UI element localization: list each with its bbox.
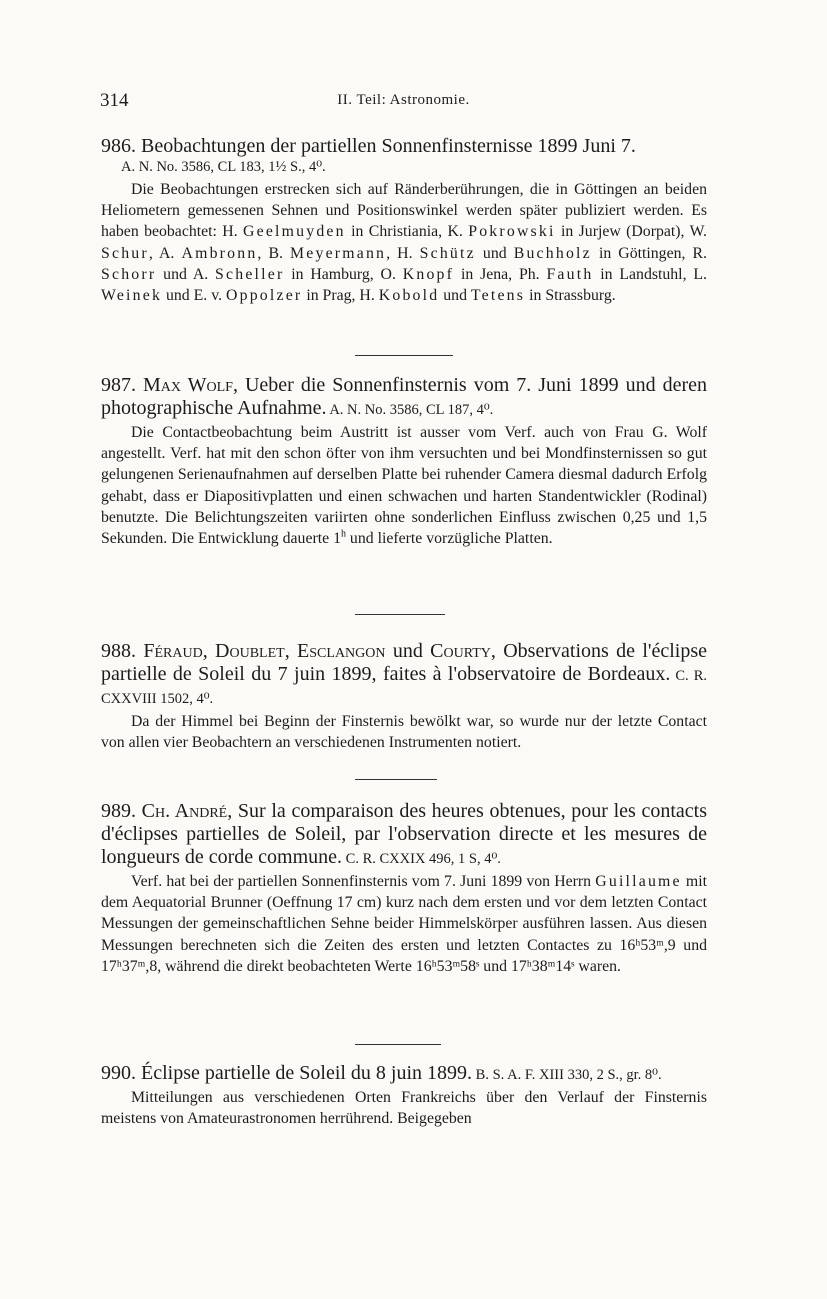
entry-citation: B. S. A. F. XIII 330, 2 S., gr. 8⁰. (472, 1067, 662, 1083)
entry-986 (101, 135, 707, 306)
entry-title: 986. Beobachtungen der partiellen Sonnenfinsternisse 1899 Juni 7. (101, 135, 636, 157)
page-header (100, 90, 707, 114)
entry-body: Die Beobachtungen erstrecken sich auf Ränderberührungen, die in Göttingen an beiden Heliometern gemessenen Sehnen und Positionswinkel werden später publiziert werden. Es haben beobachtet: H. Geelmuyden in Christiania, K. Pokrowski in Jurjew (Dorpat), W. Schur, A. Ambronn, B. Meyermann, H. Schütz und Buchholz in Göttingen, R. Schorr und A. Scheller in Hamburg, O. Knopf in Jena, Ph. Fauth in Landstuhl, L. Weinek und E. v. Oppolzer in Prag, H. Kobold und Tetens in Strassburg. (101, 181, 708, 305)
entry-title: 987. Max Wolf, Ueber die Sonnenfinsternis vom 7. Juni 1899 und deren photographische Aufnahme. A. N. No. 3586, CL 187, 4⁰. (101, 374, 707, 419)
entry-989 (101, 800, 707, 977)
entry-title: 988. Féraud, Doublet, Esclangon und Courty, Observations de l'éclipse partielle de Soleil du 7 juin 1899, faites à l'observatoire de Bordeaux. C. R. CXXVIII 1502, 4⁰. (101, 640, 708, 707)
entry-body: Da der Himmel bei Beginn der Finsternis bewölkt war, so wurde nur der letzte Contact von allen vier Beobachtern an verschiedenen Instrumenten notiert. (101, 713, 707, 752)
entry-990 (101, 1062, 707, 1129)
separator-rule (355, 614, 445, 615)
entry-citation: C. R. CXXIX 496, 1 S, 4⁰. (342, 851, 501, 867)
entry-citation: A. N. No. 3586, CL 187, 4⁰. (326, 402, 494, 418)
running-title: II. Teil: Astronomie. (337, 92, 470, 108)
separator-rule (355, 355, 453, 356)
entry-body: Die Contactbeobachtung beim Austritt ist ausser vom Verf. auch von Frau G. Wolf angestellt. Verf. hat mit den schon öfter von ihm versuchten und bei Mondfinsternissen so gut gelungenen Serienaufnahmen auf derselben Platte bei ruhender Camera diesmal dadurch Erfolg gehabt, dass er Diapositivplatten und einen schwachen und harten Standentwickler (Rodinal) benutzte. Die Belichtungszeiten variirten ohne sonderlichen Einfluss zwischen 0,25 und 1,5 Sekunden. Die Entwicklung dauerte 1$^h$ und lieferte vorzügliche Platten. (101, 424, 707, 548)
page-number: 314 (100, 90, 129, 111)
entry-988 (101, 640, 707, 753)
entry-citation: A. N. No. 3586, CL 183, 1½ S., 4⁰. (121, 159, 326, 175)
separator-rule (355, 779, 437, 780)
entry-author: Max Wolf (143, 374, 233, 396)
entry-body: Mitteilungen aus verschiedenen Orten Frankreichs über den Verlauf der Finsternis meistens von Amateurastronomen herrührend. Beigegeben (101, 1089, 707, 1128)
entry-title: 990. Éclipse partielle de Soleil du 8 juin 1899. B. S. A. F. XIII 330, 2 S., gr. 8⁰. (101, 1062, 662, 1084)
entry-author: Ch. André (141, 800, 228, 822)
entry-987 (101, 374, 707, 549)
entry-citation: C. R. CXXVIII 1502, 4⁰. (101, 668, 707, 707)
entry-body: Verf. hat bei der partiellen Sonnenfinsternis vom 7. Juni 1899 von Herrn Guillaume mit dem Aequatorial Brunner (Oeffnung 17 cm) kurz nach dem ersten und vor dem letzten Contact Messungen der gemeinschaftlichen Sehne beider Himmelskörper ausführen lassen. Aus diesen Messungen berechneten sich die Zeiten des ersten und letzten Contactes zu 16ʰ53ᵐ,9 und 17ʰ37ᵐ,8, während die direkt beobachteten Werte 16ʰ53ᵐ58ˢ und 17ʰ38ᵐ14ˢ waren. (101, 873, 707, 975)
entry-title: 989. Ch. André, Sur la comparaison des heures obtenues, pour les contacts d'éclipses partielles de Soleil, par l'observation directe et les mesures de longueurs de corde commune. C. R. CXXIX 496, 1 S, 4⁰. (101, 800, 708, 868)
separator-rule (355, 1044, 441, 1045)
